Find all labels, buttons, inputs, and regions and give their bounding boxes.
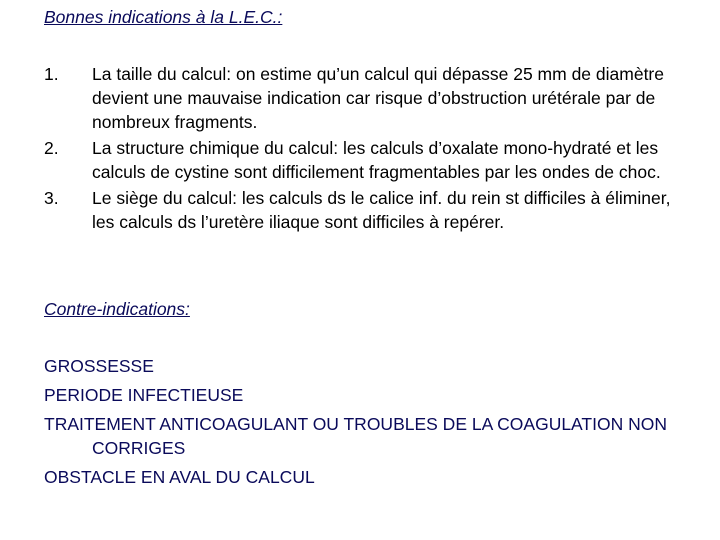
- indication-number: 2.: [44, 138, 59, 158]
- indication-item: [44, 62, 684, 134]
- indication-number: 3.: [44, 188, 59, 208]
- indication-text: La structure chimique du calcul: les calculs d’oxalate mono-hydraté et les calculs de cystine sont difficilement fragmentables par les ondes de choc.: [92, 138, 661, 182]
- indication-number: 1.: [44, 64, 59, 84]
- indication-text: Le siège du calcul: les calculs ds le calice inf. du rein st difficiles à éliminer, les calculs ds l’uretère iliaque sont difficiles à repérer.: [92, 188, 671, 232]
- indication-item: [44, 186, 684, 234]
- contraindications-heading: Contre-indications:: [44, 299, 190, 319]
- contraindication-item: OBSTACLE EN AVAL DU CALCUL: [44, 467, 315, 487]
- indication-text: La taille du calcul: on estime qu’un calcul qui dépasse 25 mm de diamètre devient une mauvaise indication car risque d’obstruction urétérale par de nombreux fragments.: [92, 64, 664, 132]
- contraindication-item: TRAITEMENT ANTICOAGULANT OU TROUBLES DE LA COAGULATION NON CORRIGES: [44, 414, 667, 458]
- indications-list: [44, 62, 684, 236]
- indication-item: [44, 136, 684, 184]
- indications-heading: Bonnes indications à la L.E.C.:: [44, 7, 283, 27]
- contraindication-item: GROSSESSE: [44, 356, 154, 376]
- contraindications-list: [44, 354, 684, 494]
- contraindication-item: PERIODE INFECTIEUSE: [44, 385, 244, 405]
